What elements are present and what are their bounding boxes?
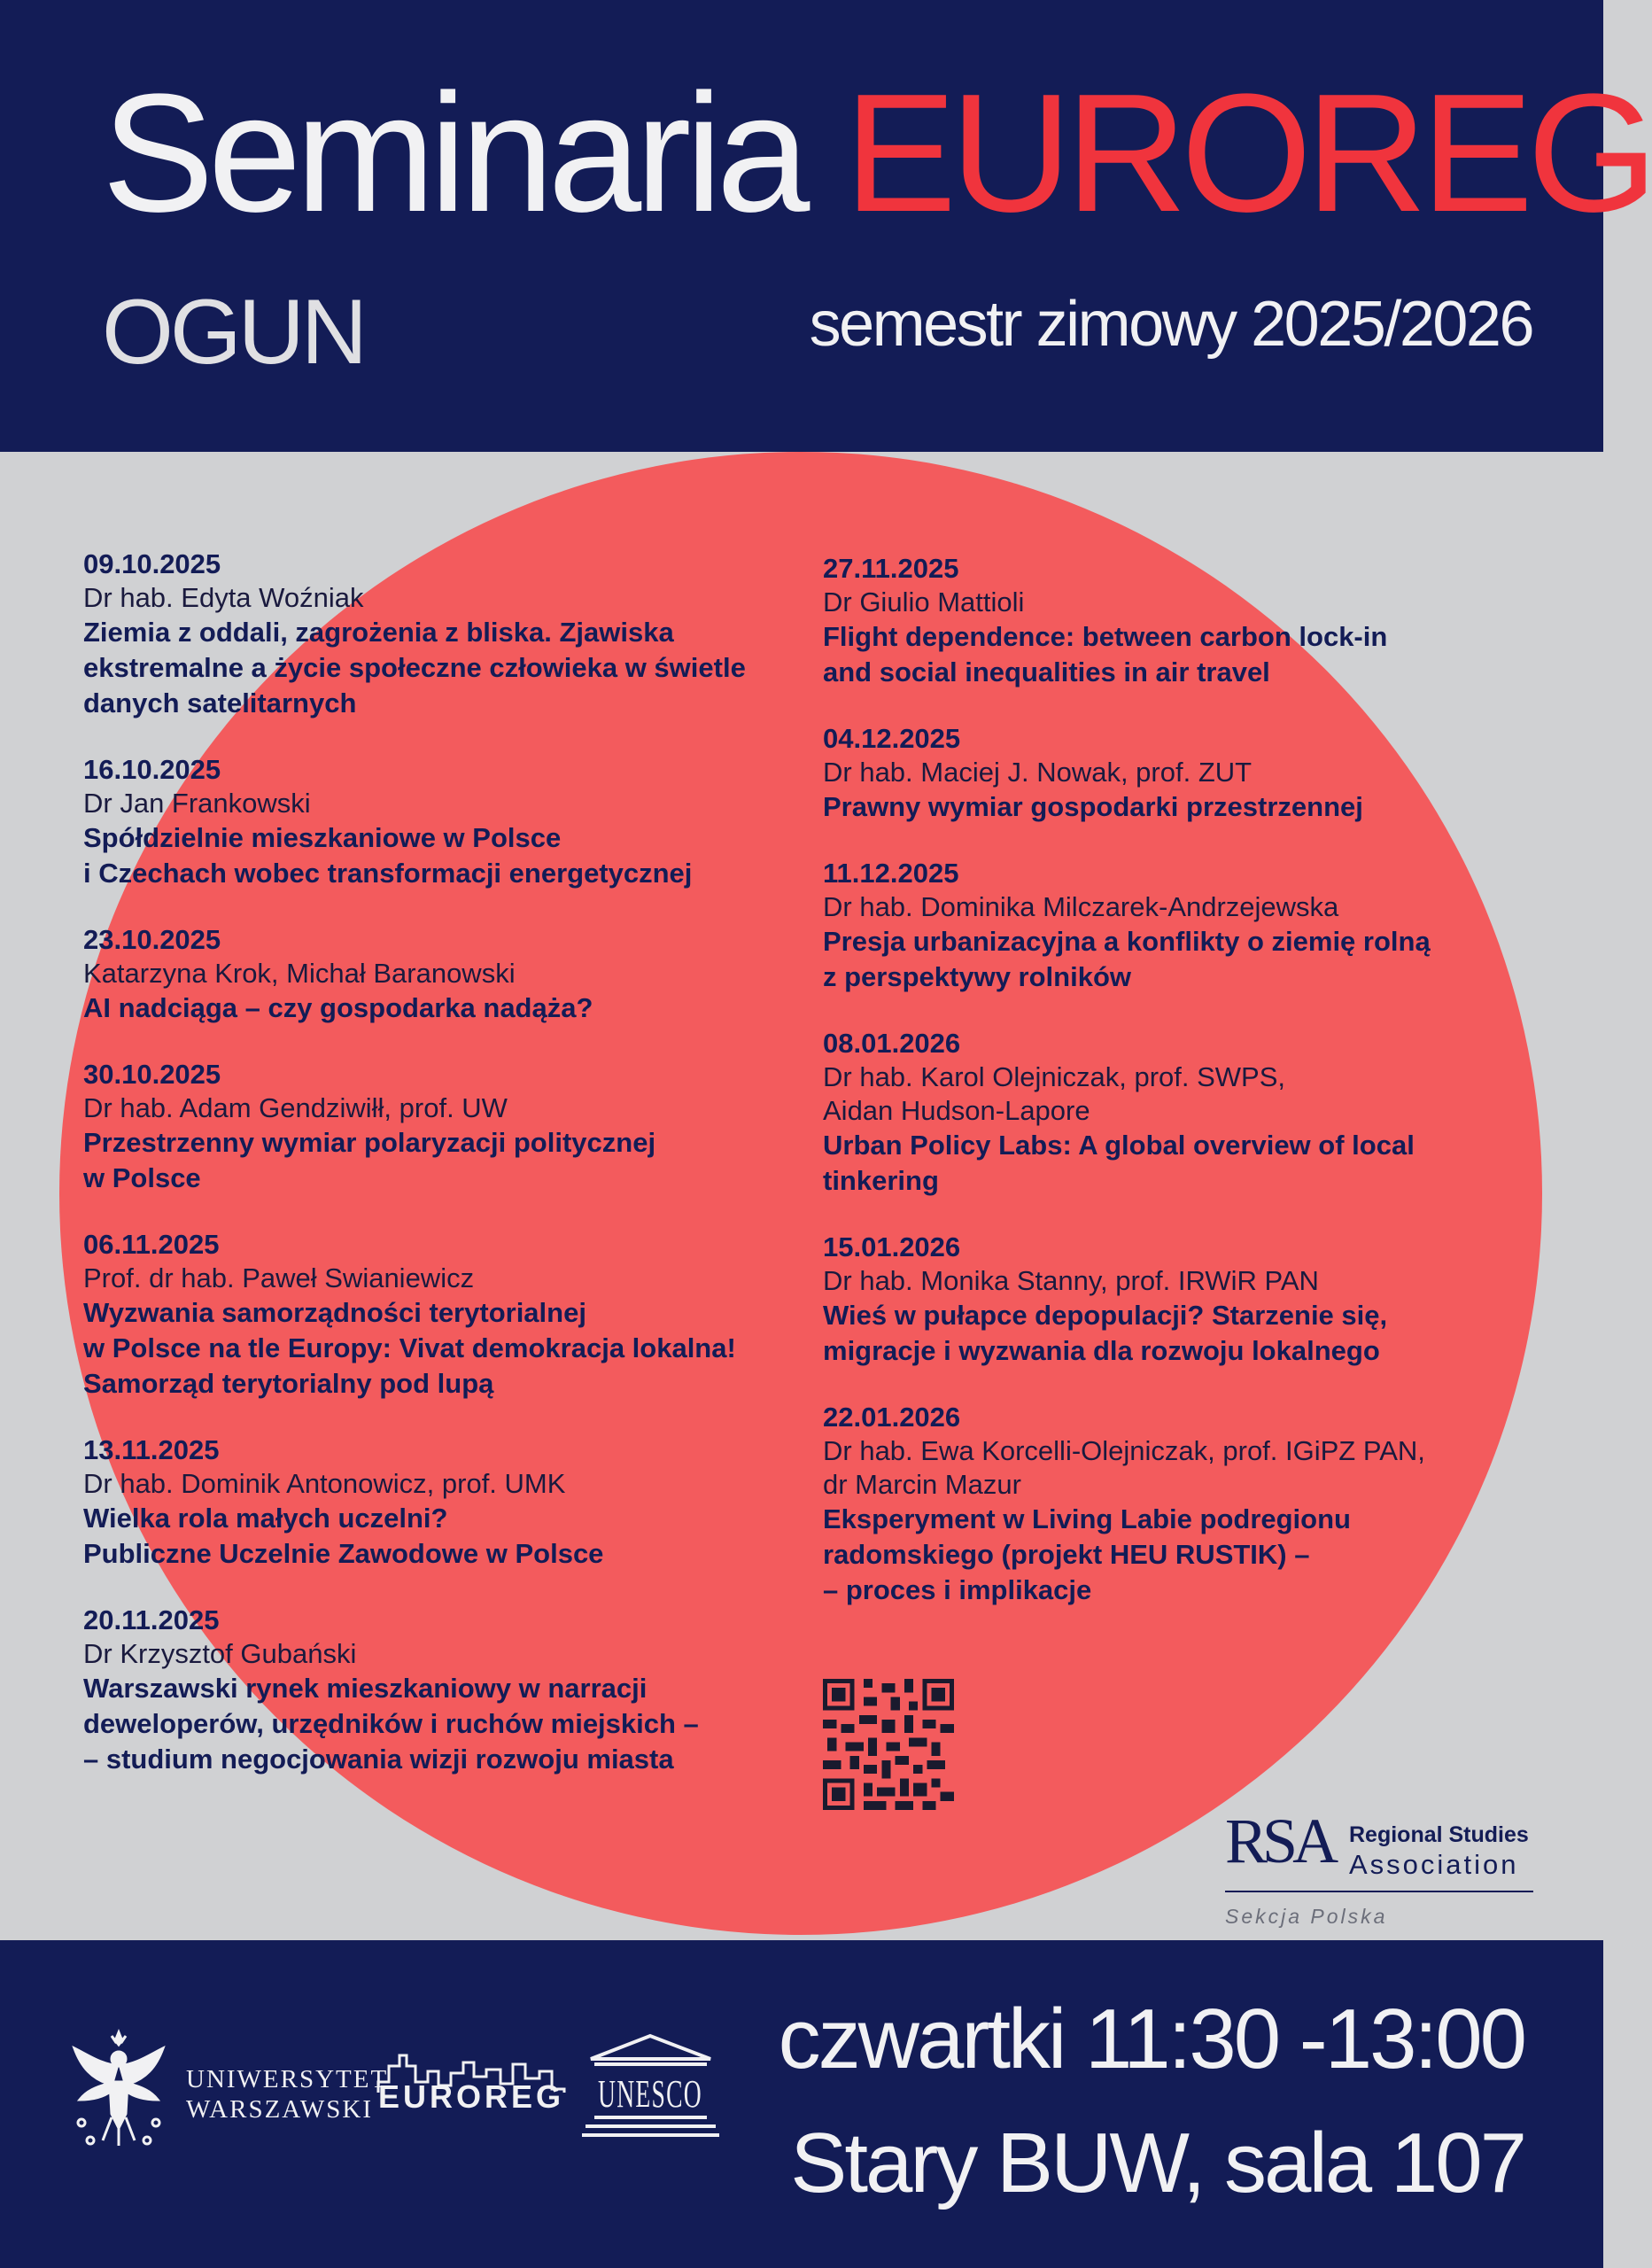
seminar-topic: Wieś w pułapce depopulacji? Starzenie się, migracje i wyzwania dla rozwoju lokalnego — [823, 1300, 1388, 1366]
seminar-entry — [823, 1027, 1549, 1199]
seminar-date: 30.10.2025 — [83, 1059, 221, 1090]
seminar-entry — [83, 1433, 810, 1572]
seminar-speaker: Dr hab. Edyta Woźniak — [83, 582, 364, 613]
seminar-speaker: Dr hab. Maciej J. Nowak, prof. ZUT — [823, 757, 1253, 788]
seminar-date: 27.11.2025 — [823, 553, 959, 584]
rsa-name-line1: Regional Studies — [1349, 1822, 1529, 1847]
seminar-topic: Prawny wymiar gospodarki przestrzennej — [823, 791, 1363, 822]
rsa-logo: RSA — [1225, 1806, 1334, 1876]
title-seminaria: Seminaria — [102, 59, 804, 247]
seminar-speaker: Dr hab. Dominika Milczarek-Andrzejewska — [823, 891, 1339, 922]
seminar-speaker: Dr Krzysztof Gubański — [83, 1638, 357, 1669]
seminar-date: 06.11.2025 — [83, 1229, 220, 1260]
seminar-topic: Spółdzielnie mieszkaniowe w Polsce i Czechach wobec transformacji energetycznej — [83, 822, 693, 889]
euroreg-logo-text: EUROREG — [378, 2078, 565, 2115]
seminar-date: 09.10.2025 — [83, 548, 221, 579]
seminar-date: 15.01.2026 — [823, 1231, 961, 1262]
uw-name-line2: WARSZAWSKI — [186, 2095, 374, 2124]
uw-name — [186, 2064, 388, 2124]
seminar-entry — [83, 1604, 810, 1777]
seminar-speaker: Dr hab. Dominik Antonowicz, prof. UMK — [83, 1468, 566, 1499]
rsa-section-label: Sekcja Polska — [1225, 1905, 1388, 1928]
eagle-logo-icon — [66, 2029, 172, 2153]
rsa-name-line2: Association — [1349, 1849, 1519, 1880]
seminar-speaker: Dr hab. Monika Stanny, prof. IRWiR PAN — [823, 1265, 1319, 1296]
seminar-entry — [823, 1401, 1549, 1608]
seminar-entry — [823, 857, 1549, 995]
uw-name-line1: UNIWERSYTET — [186, 2065, 389, 2093]
seminar-date: 04.12.2025 — [823, 723, 961, 754]
rsa-name — [1349, 1820, 1529, 1880]
seminar-topic: AI nadciąga – czy gospodarka nadąża? — [83, 992, 593, 1023]
meeting-location: Stary BUW, sala 107 — [790, 2116, 1524, 2210]
seminar-date: 22.01.2026 — [823, 1402, 961, 1433]
seminar-topic: Eksperyment w Living Labie podregionu radomskiego (projekt HEU RUSTIK) – – proces i implikacje — [823, 1503, 1351, 1605]
semester-label: semestr zimowy 2025/2026 — [809, 289, 1532, 360]
seminar-entry — [83, 548, 810, 721]
qr-code[interactable] — [823, 1679, 954, 1810]
seminar-entry — [823, 552, 1549, 690]
subtitle-ogun: OGUN — [102, 281, 364, 384]
seminar-date: 11.12.2025 — [823, 858, 959, 889]
seminar-entry — [83, 923, 810, 1026]
seminar-topic: Presja urbanizacyjna a konflikty o ziemię rolną z perspektywy rolników — [823, 926, 1431, 992]
seminar-date: 13.11.2025 — [83, 1434, 220, 1465]
seminar-entry — [83, 1228, 810, 1402]
seminar-date: 08.01.2026 — [823, 1028, 961, 1059]
rsa-divider — [1225, 1891, 1533, 1892]
title-euroreg: EUROREG — [844, 59, 1652, 247]
seminar-date: 20.11.2025 — [83, 1604, 220, 1635]
seminar-topic: Urban Policy Labs: A global overview of local tinkering — [823, 1130, 1415, 1196]
footer-band — [0, 1940, 1603, 2268]
poster-title — [102, 59, 1652, 247]
seminar-speaker: Dr hab. Karol Olejniczak, prof. SWPS, Aidan Hudson-Lapore — [823, 1061, 1286, 1126]
meeting-day-time: czwartki 11:30 -13:00 — [778, 1992, 1524, 2086]
seminar-topic: Przestrzenny wymiar polaryzacji politycznej w Polsce — [83, 1127, 656, 1193]
schedule-right-column — [823, 552, 1549, 1640]
schedule-left-column — [83, 548, 810, 1809]
seminar-entry — [823, 1231, 1549, 1369]
seminar-topic: Ziemia z oddali, zagrożenia z bliska. Zjawiska ekstremalne a życie społeczne człowieka w świetle danych satelitarnych — [83, 617, 746, 718]
seminar-date: 23.10.2025 — [83, 924, 221, 955]
seminar-speaker: Dr hab. Adam Gendziwiłł, prof. UW — [83, 1092, 508, 1123]
unesco-text: UNESCO — [598, 2072, 702, 2116]
seminar-topic: Wyzwania samorządności terytorialnej w Polsce na tle Europy: Vivat demokracja lokalna! Samorząd terytorialny pod lupą — [83, 1297, 736, 1399]
seminar-speaker: Dr hab. Ewa Korcelli-Olejniczak, prof. IGiPZ PAN, dr Marcin Mazur — [823, 1435, 1425, 1500]
header-band — [0, 0, 1652, 452]
seminar-date: 16.10.2025 — [83, 754, 221, 785]
schedule-area — [0, 452, 1603, 1940]
seminar-topic: Flight dependence: between carbon lock-in and social inequalities in air travel — [823, 621, 1388, 687]
seminar-speaker: Prof. dr hab. Paweł Swianiewicz — [83, 1262, 475, 1293]
seminar-speaker: Dr Jan Frankowski — [83, 788, 311, 819]
seminar-speaker: Dr Giulio Mattioli — [823, 586, 1025, 617]
seminar-topic: Warszawski rynek mieszkaniowy w narracji deweloperów, urzędników i ruchów miejskich – – studium negocjowania wizji rozwoju miasta — [83, 1673, 699, 1775]
seminar-entry — [83, 753, 810, 891]
seminar-speaker: Katarzyna Krok, Michał Baranowski — [83, 958, 516, 989]
seminar-entry — [823, 722, 1549, 825]
seminar-entry — [83, 1058, 810, 1196]
unesco-temple-icon — [582, 2032, 719, 2139]
seminar-topic: Wielka rola małych uczelni? Publiczne Uczelnie Zawodowe w Polsce — [83, 1503, 604, 1569]
